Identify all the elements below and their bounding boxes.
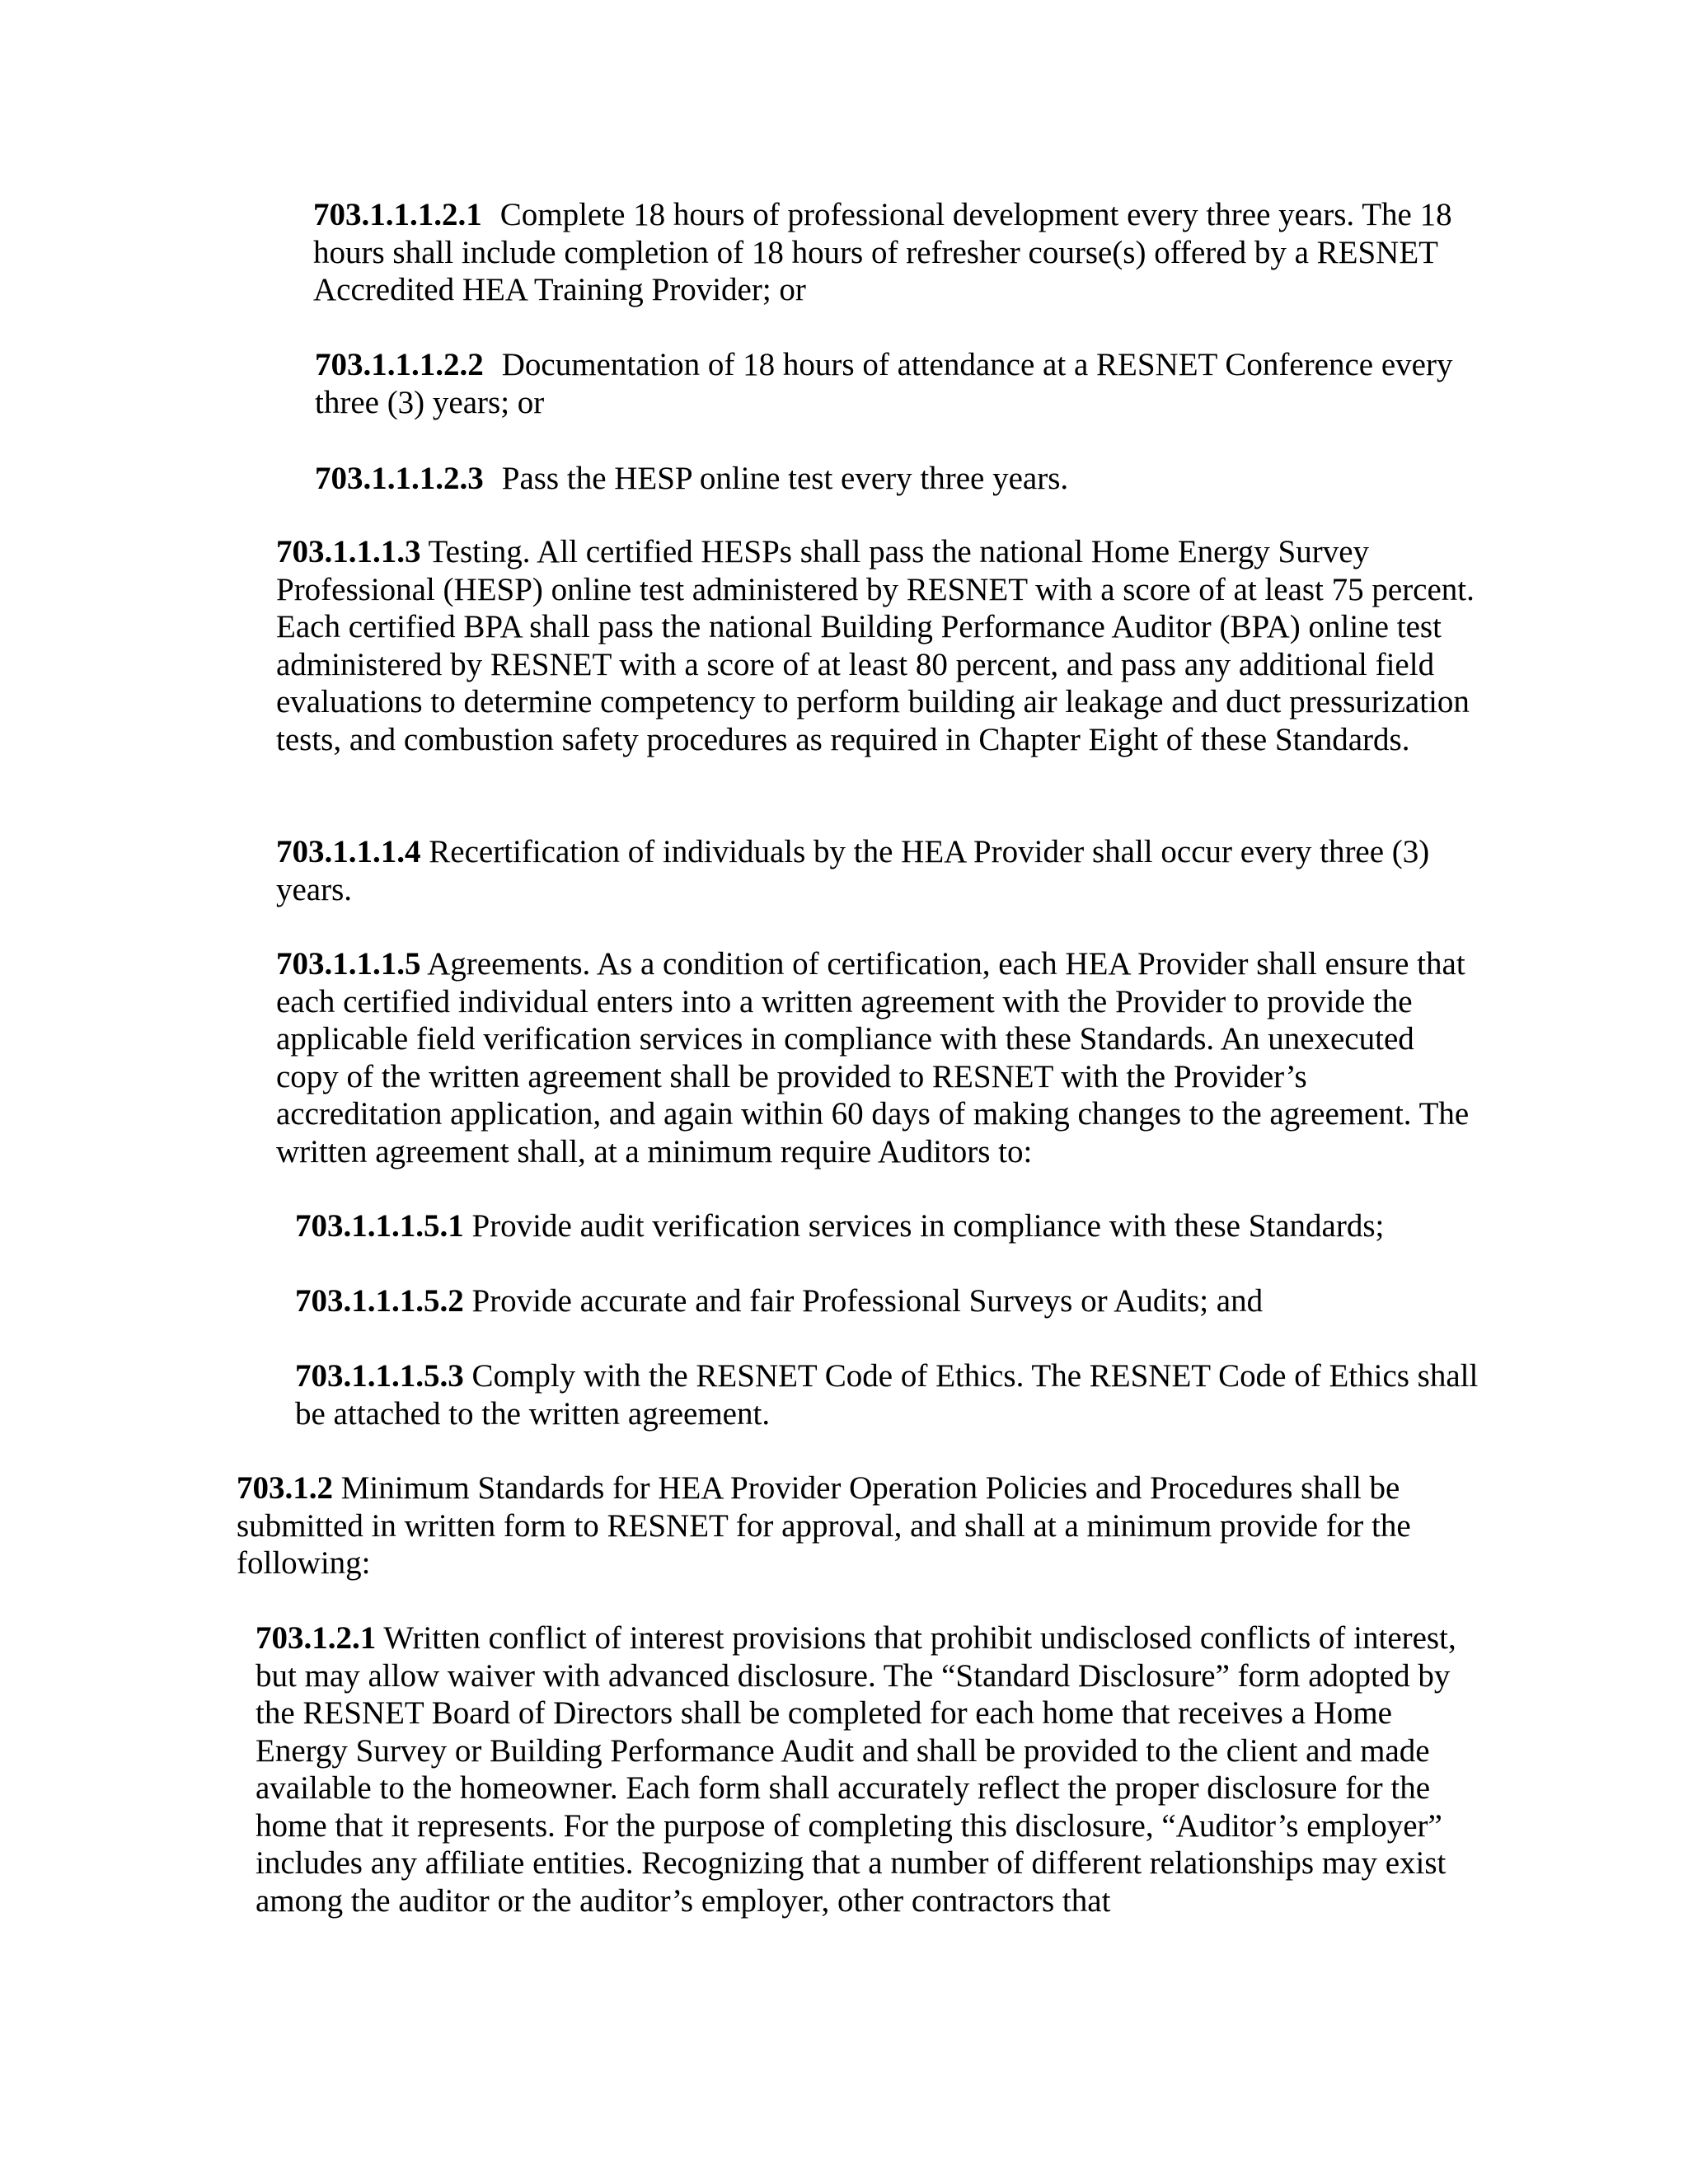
section-number: 703.1.1.1.3 xyxy=(276,534,421,569)
section-text: Minimum Standards for HEA Provider Operation Policies and Procedures shall be submitted in written form to RESNET for approval, and shall at a minimum provide for the following: xyxy=(237,1470,1411,1581)
section-number: 703.1.1.1.5.1 xyxy=(295,1208,464,1244)
section-number: 703.1.1.1.2.3 xyxy=(315,461,484,496)
section-703-1-1-1-2-2 xyxy=(315,346,1469,421)
section-703-1-1-1-3 xyxy=(276,533,1479,758)
section-number: 703.1.1.1.4 xyxy=(276,834,421,869)
section-number: 703.1.1.1.2.1 xyxy=(313,197,482,232)
section-703-1-1-1-2-3 xyxy=(315,460,1469,498)
section-703-1-2-1 xyxy=(256,1619,1475,1919)
section-703-1-1-1-5-2 xyxy=(295,1282,1482,1320)
section-number: 703.1.1.1.5.3 xyxy=(295,1358,464,1394)
section-text: Provide accurate and fair Professional Surveys or Audits; and xyxy=(471,1283,1264,1319)
section-text: Comply with the RESNET Code of Ethics. The RESNET Code of Ethics shall be attached to the written agreement. xyxy=(295,1358,1479,1432)
section-text: Documentation of 18 hours of attendance at a RESNET Conference every three (3) years; or xyxy=(315,347,1453,420)
section-text: Agreements. As a condition of certification, each HEA Provider shall ensure that each certified individual enters into a written agreement with the Provider to provide the applicable field verification services in compliance with these Standards. An unexecuted copy of the written agreement shall be provided to RESNET with the Provider’s accreditation application, and again within 60 days of making changes to the agreement. The written agreement shall, at a minimum require Auditors to: xyxy=(276,946,1470,1169)
section-703-1-1-1-5 xyxy=(276,945,1479,1170)
section-text: Recertification of individuals by the HEA Provider shall occur every three (3) years. xyxy=(276,834,1430,907)
section-text: Written conflict of interest provisions that prohibit undisclosed conflicts of interest, but may allow waiver with advanced disclosure. The “Standard Disclosure” form adopted by the RESNET Board of Directors shall be completed for each home that receives a Home Energy Survey or Building Performance Audit and shall be provided to the client and made available to the homeowner. Each form shall accurately reflect the proper disclosure for the home that it represents. For the purpose of completing this disclosure, “Auditor’s employer” includes any affiliate entities. Recognizing that a number of different relationships may exist among the auditor or the auditor’s employer, other contractors that xyxy=(256,1620,1456,1919)
section-text: Complete 18 hours of professional development every three years. The 18 hours shall include completion of 18 hours of refresher course(s) offered by a RESNET Accredited HEA Training Provider; or xyxy=(313,197,1452,307)
section-703-1-1-1-5-1 xyxy=(295,1207,1482,1245)
section-text: Provide audit verification services in compliance with these Standards; xyxy=(471,1208,1385,1244)
section-703-1-2 xyxy=(237,1469,1473,1582)
section-number: 703.1.1.1.2.2 xyxy=(315,347,484,382)
section-number: 703.1.2.1 xyxy=(256,1620,377,1656)
section-703-1-1-1-2-1 xyxy=(313,196,1467,309)
section-703-1-1-1-4 xyxy=(276,833,1479,908)
section-number: 703.1.1.1.5 xyxy=(276,946,421,982)
section-text: Pass the HESP online test every three years. xyxy=(501,461,1069,496)
section-number: 703.1.2 xyxy=(237,1470,333,1506)
section-number: 703.1.1.1.5.2 xyxy=(295,1283,464,1319)
section-703-1-1-1-5-3 xyxy=(295,1357,1482,1432)
section-text: Testing. All certified HESPs shall pass the national Home Energy Survey Professional (HESP) online test administered by RESNET with a score of at least 75 percent. Each certified BPA shall pass the national Building Performance Auditor (BPA) online test administered by RESNET with a score of at least 80 percent, and pass any additional field evaluations to determine competency to perform building air leakage and duct pressurization tests, and combustion safety procedures as required in Chapter Eight of these Standards. xyxy=(276,534,1475,757)
